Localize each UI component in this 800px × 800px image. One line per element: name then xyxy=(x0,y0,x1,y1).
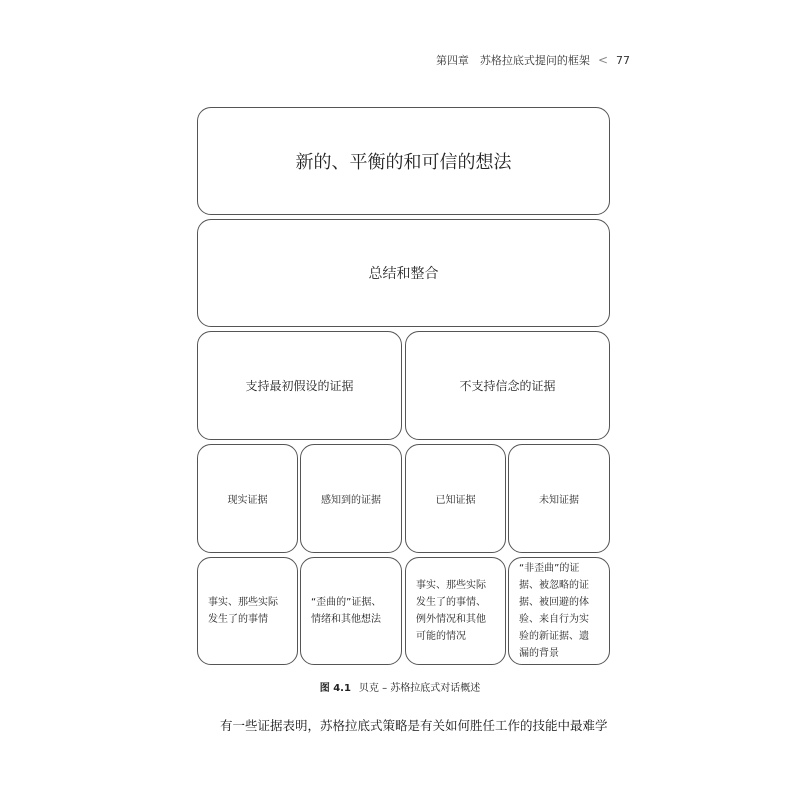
figure-caption-text: 贝克 – 苏格拉底式对话概述 xyxy=(358,683,481,694)
balanced-idea-box xyxy=(197,107,610,215)
evidence-type-box xyxy=(508,444,610,553)
detail-box xyxy=(300,557,402,665)
detail-box xyxy=(197,557,298,665)
figure-caption xyxy=(0,679,800,694)
supporting-evidence-label: 支持最初假设的证据 xyxy=(245,379,354,393)
non-supporting-evidence-box xyxy=(405,331,610,440)
summary-box xyxy=(197,219,610,327)
chapter-title: 第四章 苏格拉底式提问的框架 xyxy=(435,54,590,67)
detail-box xyxy=(508,557,610,665)
non-supporting-evidence-label: 不支持信念的证据 xyxy=(459,379,556,393)
detail-text: 事实、那些实际 发生了的事情、 例外情况和其他 可能的情况 xyxy=(416,580,486,642)
evidence-type-label: 已知证据 xyxy=(435,495,476,506)
balanced-idea-label: 新的、平衡的和可信的想法 xyxy=(295,152,512,173)
body-paragraph: 有一些证据表明，苏格拉底式策略是有关如何胜任工作的技能中最难学 xyxy=(220,718,608,733)
summary-label: 总结和整合 xyxy=(368,266,439,282)
detail-text: “非歪曲”的证 据、被忽略的证 据、被回避的体 验、来自行为实 验的新证据、遗 漏的背景 xyxy=(519,563,589,659)
evidence-type-box xyxy=(405,444,506,553)
supporting-evidence-box xyxy=(197,331,402,440)
detail-box xyxy=(405,557,506,665)
figure-label: 图 4.1 xyxy=(319,683,351,694)
page-number: 77 xyxy=(616,53,630,67)
evidence-type-label: 现实证据 xyxy=(227,495,268,506)
detail-text: 事实、那些实际 发生了的事情 xyxy=(208,597,278,625)
detail-text: “歪曲的”证据、 情绪和其他想法 xyxy=(311,597,382,625)
evidence-type-box xyxy=(197,444,298,553)
chevron-left-icon: < xyxy=(597,53,608,67)
running-header xyxy=(436,52,630,68)
evidence-type-label: 未知证据 xyxy=(539,495,579,506)
evidence-type-label: 感知到的证据 xyxy=(321,495,381,506)
evidence-type-box xyxy=(300,444,402,553)
